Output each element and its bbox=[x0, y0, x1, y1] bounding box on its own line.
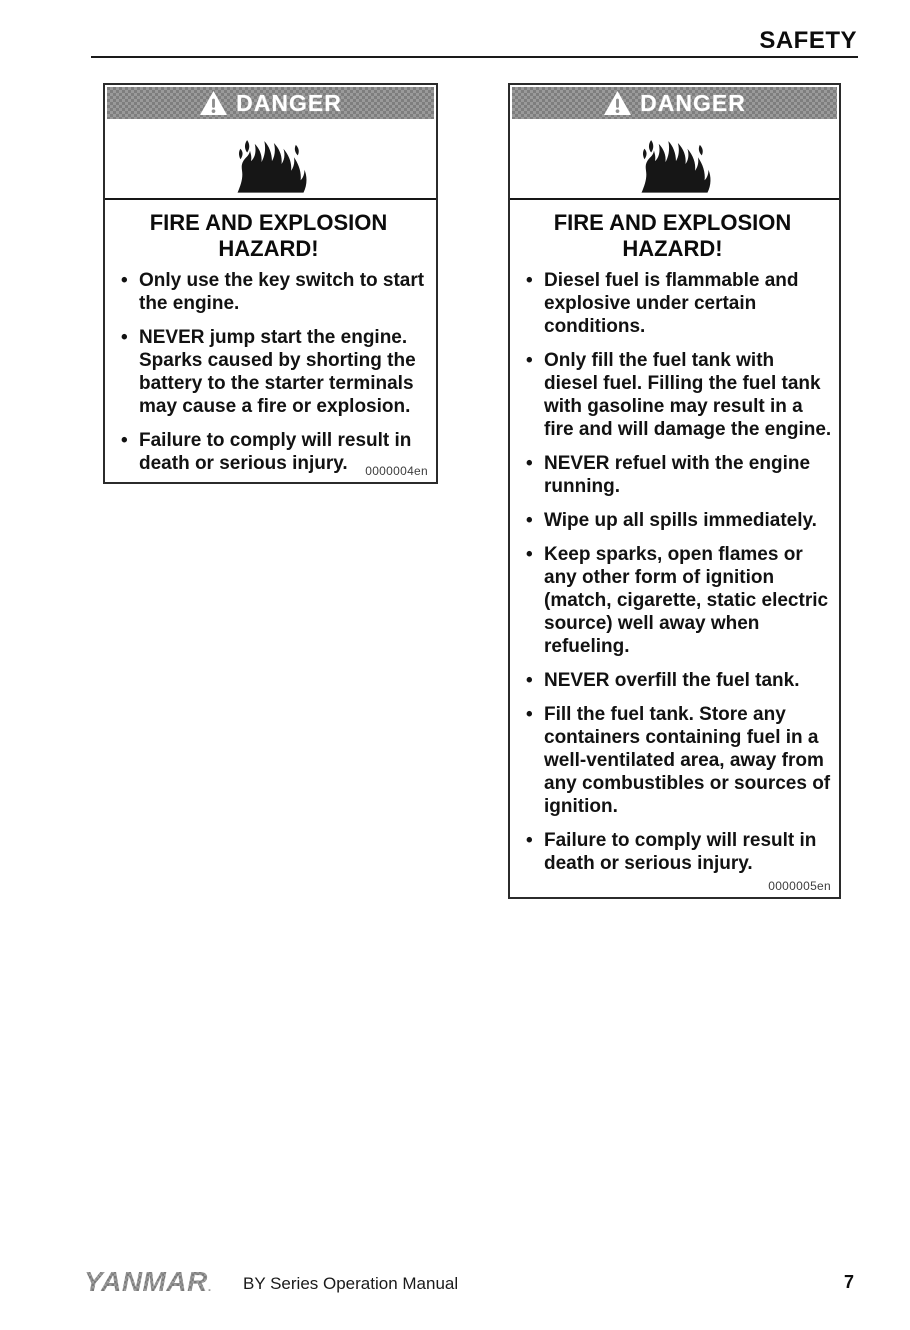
bullet-dot: • bbox=[526, 452, 533, 474]
bullet-item bbox=[512, 270, 833, 339]
bullet-dot: • bbox=[121, 327, 128, 348]
bullet-text: Only fill the fuel tank with diesel fuel. Filling the fuel tank with gasoline may result in a fire and will damage the engine. bbox=[544, 349, 832, 440]
flame-icon bbox=[228, 133, 314, 195]
bullet-dot: • bbox=[526, 349, 533, 371]
danger-box-body bbox=[510, 200, 839, 917]
bullet-item bbox=[107, 270, 430, 316]
bullet-dot: • bbox=[526, 270, 533, 292]
bullet-dot: • bbox=[121, 270, 128, 292]
page-title: SAFETY bbox=[759, 27, 857, 54]
danger-band bbox=[512, 87, 837, 119]
warning-triangle-icon bbox=[603, 90, 632, 116]
bullet-text: Fill the fuel tank. Store any containers containing fuel in a well-ventilated area, away from any combustibles or sources of ignition. bbox=[544, 703, 831, 817]
fire-pictogram-area bbox=[105, 121, 436, 200]
bullet-dot: • bbox=[526, 829, 533, 851]
bullet-item bbox=[512, 544, 833, 659]
logo-registered-mark: . bbox=[207, 1280, 212, 1294]
fire-pictogram-area bbox=[510, 121, 839, 200]
bullet-dot: • bbox=[121, 429, 128, 451]
hazard-title: FIRE AND EXPLOSION HAZARD! bbox=[149, 210, 388, 261]
bullet-text: Failure to comply will result in death or serious injury. bbox=[544, 829, 817, 874]
hazard-title: FIRE AND EXPLOSION HAZARD! bbox=[553, 210, 792, 261]
bullet-dot: • bbox=[526, 509, 533, 531]
bullet-item bbox=[512, 510, 833, 533]
page-number: 7 bbox=[843, 1272, 854, 1292]
danger-signal-word: DANGER bbox=[640, 89, 746, 116]
bullet-text: Keep sparks, open flames or any other form of ignition (match, cigarette, static electric source) well away when refueling. bbox=[544, 543, 829, 657]
bullet-dot: • bbox=[526, 543, 533, 565]
bullet-item bbox=[512, 350, 833, 442]
bullet-item bbox=[512, 670, 833, 693]
bullet-text: Diesel fuel is flammable and explosive under certain conditions. bbox=[544, 270, 799, 337]
bullet-text: NEVER jump start the engine. Sparks caused by shorting the battery to the starter terminals may cause a fire or explosion. bbox=[139, 327, 416, 417]
bullet-item bbox=[512, 453, 833, 499]
yanmar-logo-text: YANMAR bbox=[84, 1266, 208, 1297]
figure-code: 0000004en bbox=[365, 464, 428, 478]
bullet-dot: • bbox=[526, 703, 533, 725]
bullet-dot: • bbox=[526, 669, 533, 691]
flame-icon bbox=[632, 133, 718, 195]
bullet-item bbox=[512, 830, 833, 876]
bullet-text: Only use the key switch to start the engine. bbox=[139, 270, 425, 315]
bullet-text: NEVER overfill the fuel tank. bbox=[544, 669, 800, 691]
manual-title: BY Series Operation Manual bbox=[243, 1274, 459, 1293]
warning-triangle-icon bbox=[199, 90, 228, 116]
danger-band bbox=[107, 87, 434, 119]
yanmar-logo bbox=[84, 1266, 212, 1298]
danger-signal-word: DANGER bbox=[236, 89, 342, 116]
danger-box-key-switch bbox=[103, 83, 438, 484]
figure-code: 0000005en bbox=[768, 879, 831, 893]
bullet-text: Wipe up all spills immediately. bbox=[544, 509, 817, 531]
header-rule bbox=[91, 56, 858, 58]
bullet-item bbox=[107, 327, 430, 419]
bullet-text: Failure to comply will result in death or serious injury. bbox=[139, 429, 412, 474]
bullet-item bbox=[512, 704, 833, 819]
danger-box-diesel-fuel bbox=[508, 83, 841, 899]
bullet-text: NEVER refuel with the engine running. bbox=[544, 452, 811, 497]
